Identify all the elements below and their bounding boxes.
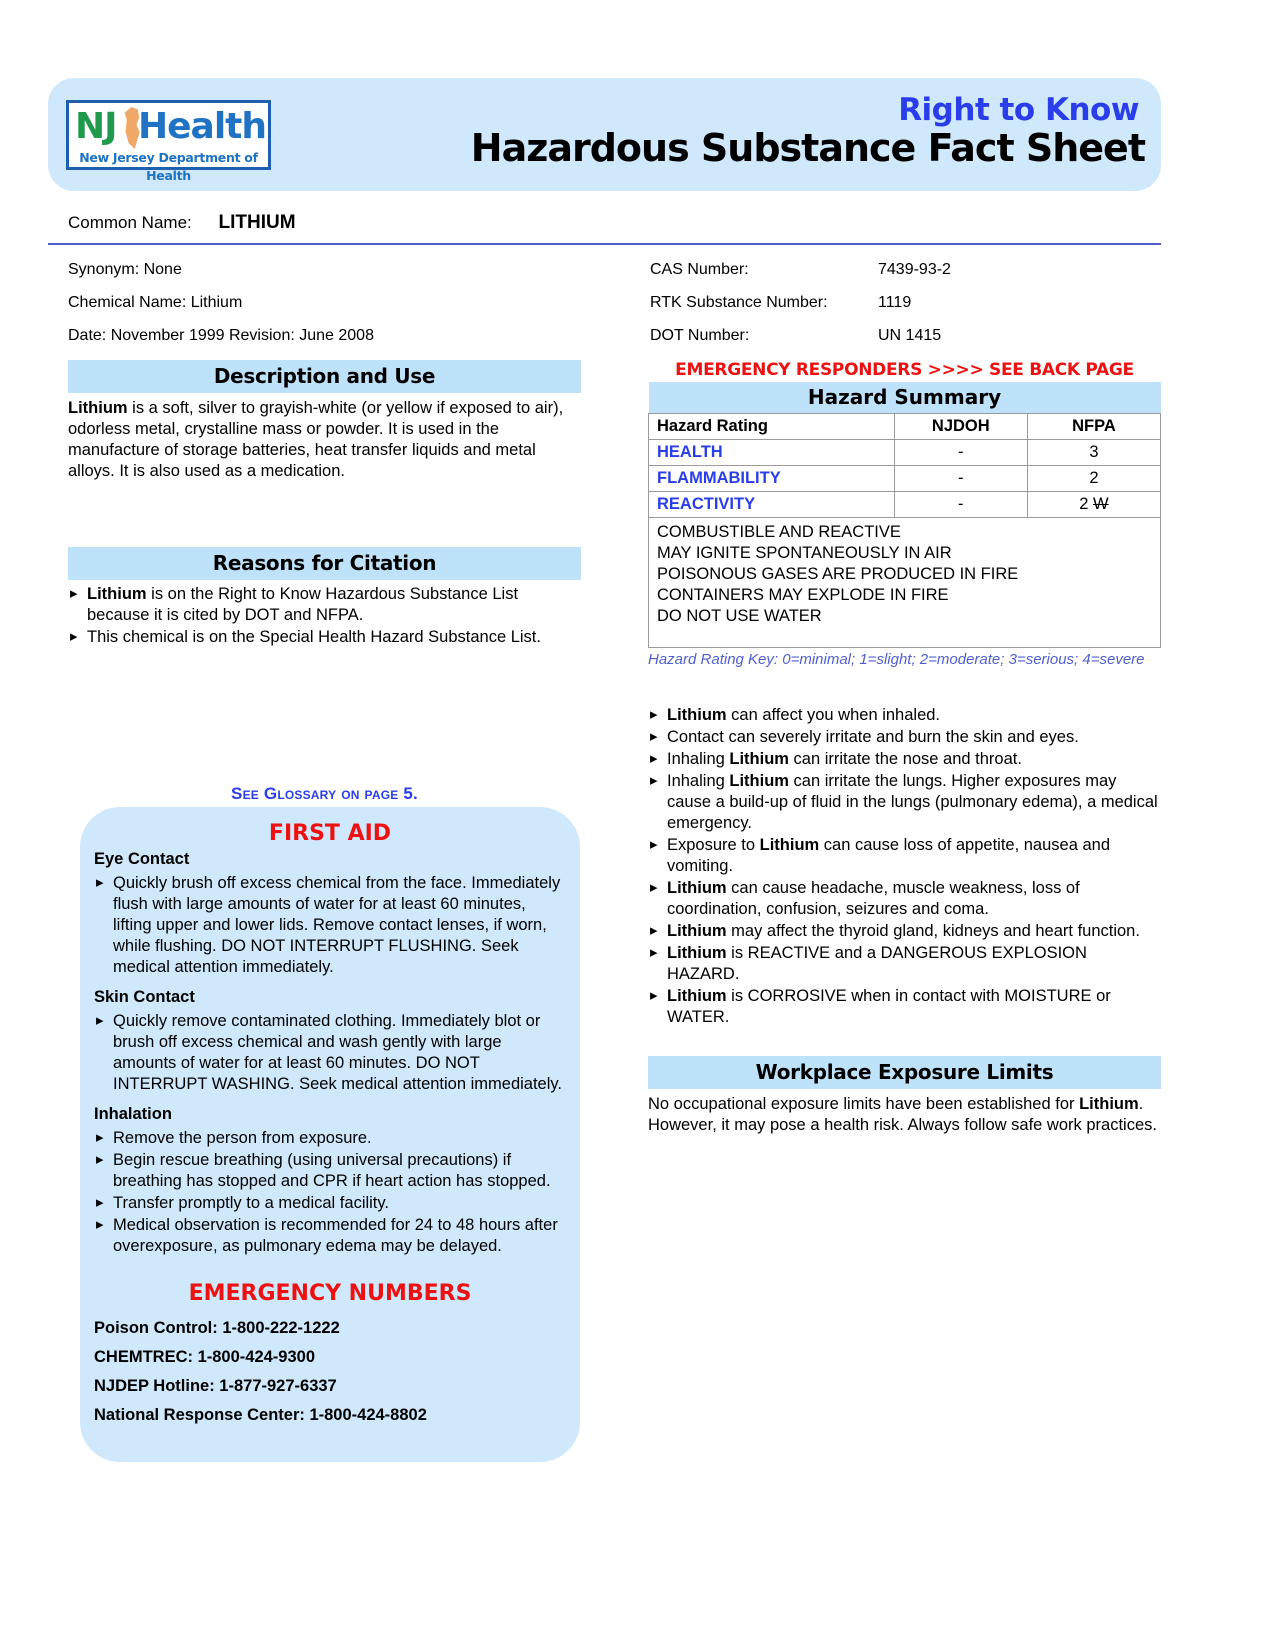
first-aid-panel bbox=[80, 807, 580, 1462]
workplace-exposure-limits-text bbox=[648, 1094, 1161, 1136]
hazard-reactivity-njdoh: - bbox=[894, 492, 1027, 518]
common-name-row bbox=[68, 212, 1158, 234]
reason-bold: Lithium bbox=[87, 585, 147, 603]
first-aid-group-label: Eye Contact bbox=[94, 850, 190, 868]
list-item: ▸ Transfer promptly to a medical facility. bbox=[94, 1193, 566, 1214]
list-item bbox=[648, 771, 1161, 834]
list-item: ▸ Quickly brush off excess chemical from the face. Immediately flush with large amounts of water for at least 60 minutes, lifting upper and lower lids. Remove contact lenses, if worn, while flushing. DO NOT INTERRUPT FLUSHING. Seek medical attention immediately. bbox=[94, 873, 566, 978]
effect-bold: Lithium bbox=[729, 772, 789, 790]
effect-text: can cause loss of appetite, nausea and vomiting. bbox=[667, 836, 1111, 875]
reasons-heading: Reasons for Citation bbox=[68, 547, 581, 580]
rtk-number-label: RTK Substance Number: bbox=[650, 294, 828, 311]
description-lead-bold: Lithium bbox=[68, 399, 128, 417]
reason-text: This chemical is on the Special Health Hazard Substance List. bbox=[87, 628, 541, 646]
hazard-health-nfpa: 3 bbox=[1027, 440, 1160, 466]
list-item bbox=[68, 627, 581, 648]
table-row bbox=[649, 382, 1161, 414]
identity-left-block bbox=[68, 253, 608, 352]
effect-text: can irritate the nose and throat. bbox=[788, 750, 1022, 768]
first-aid-eye-contact-list bbox=[94, 873, 566, 978]
hazard-summary-table bbox=[648, 382, 1161, 648]
header-divider bbox=[48, 243, 1161, 245]
list-item bbox=[648, 749, 1161, 770]
first-aid-group-label: Inhalation bbox=[94, 1105, 172, 1123]
dot-number-row bbox=[650, 319, 1160, 352]
hazard-warnings-cell bbox=[649, 518, 1161, 648]
list-item bbox=[648, 986, 1161, 1028]
list-item: ▸ Medical observation is recommended for 24 to 48 hours after overexposure, as pulmonary edema may be delayed. bbox=[94, 1215, 566, 1257]
health-effects-list bbox=[648, 705, 1161, 1028]
cas-number-value: 7439-93-2 bbox=[878, 261, 951, 278]
effect-bold: Lithium bbox=[667, 706, 727, 724]
workplace-text-before: No occupational exposure limits have been established for bbox=[648, 1095, 1080, 1113]
list-item bbox=[648, 835, 1161, 877]
effect-bold: Lithium bbox=[759, 836, 820, 854]
first-aid-inhalation-list bbox=[94, 1128, 566, 1257]
effect-text: Exposure to bbox=[667, 836, 760, 854]
emergency-number-poison-control: Poison Control: 1-800-222-1222 bbox=[94, 1319, 340, 1337]
effect-text: Contact can severely irritate and burn the skin and eyes. bbox=[667, 728, 1079, 746]
page-title: Hazardous Substance Fact Sheet bbox=[470, 126, 1145, 170]
list-item: ▸ Quickly remove contaminated clothing. Immediately blot or brush off excess chemical and wash gently with large amounts of water for at least 60 minutes. DO NOT INTERRUPT WASHING. Seek medical attention immediately. bbox=[94, 1011, 566, 1095]
emergency-number-chemtrec: CHEMTREC: 1-800-424-9300 bbox=[94, 1348, 316, 1366]
water-reactive-symbol-icon: W bbox=[1093, 495, 1109, 513]
workplace-exposure-limits-heading: Workplace Exposure Limits bbox=[648, 1056, 1161, 1089]
list-item bbox=[648, 943, 1161, 985]
effect-text: is CORROSIVE when in contact with MOISTURE or WATER. bbox=[667, 987, 1111, 1026]
hazard-reactivity-nfpa-value: 2 bbox=[1079, 495, 1089, 513]
table-row bbox=[649, 414, 1161, 440]
hazard-warning-line: COMBUSTIBLE AND REACTIVE bbox=[657, 523, 901, 541]
first-aid-skin-contact-list bbox=[94, 1011, 566, 1095]
cas-number-row bbox=[650, 253, 1160, 286]
workplace-text-after: . However, it may pose a health risk. Always follow safe work practices. bbox=[648, 1095, 1157, 1134]
effect-bold: Lithium bbox=[667, 944, 727, 962]
logo-health-text: Health bbox=[138, 106, 267, 147]
hazard-row-label-health: HEALTH bbox=[649, 440, 895, 466]
effect-text: Inhaling bbox=[667, 750, 730, 768]
rtk-number-row bbox=[650, 286, 1160, 319]
dot-number-value: UN 1415 bbox=[878, 327, 942, 344]
common-name-value: LITHIUM bbox=[218, 212, 296, 233]
emergency-responders-banner: EMERGENCY RESPONDERS >>>> SEE BACK PAGE bbox=[675, 360, 1134, 380]
description-heading: Description and Use bbox=[68, 360, 581, 393]
list-item bbox=[648, 921, 1161, 942]
synonym-line: Synonym: None bbox=[68, 261, 182, 278]
hazard-row-label-reactivity: REACTIVITY bbox=[649, 492, 895, 518]
reason-text: is on the Right to Know Hazardous Substance List because it is cited by DOT and NFPA. bbox=[87, 585, 519, 624]
table-row bbox=[649, 518, 1161, 648]
list-item bbox=[648, 878, 1161, 920]
effect-text: is REACTIVE and a DANGEROUS EXPLOSION HAZARD. bbox=[667, 944, 1087, 983]
workplace-bold: Lithium bbox=[1079, 1095, 1139, 1113]
effect-text: can cause headache, muscle weakness, loss of coordination, confusion, seizures and coma. bbox=[667, 879, 1080, 918]
logo-wordmark bbox=[72, 105, 265, 149]
effect-bold: Lithium bbox=[729, 750, 789, 768]
hazard-rating-key: Hazard Rating Key: 0=minimal; 1=slight; 2=moderate; 3=serious; 4=severe bbox=[648, 651, 1145, 668]
description-body: is a soft, silver to grayish-white (or yellow if exposed to air), odorless metal, crystalline mass or powder. It is used in the manufacture of storage batteries, heat transfer liquids and metal alloys. It is also used as a medication. bbox=[68, 399, 564, 480]
header-banner bbox=[48, 78, 1161, 191]
first-aid-group-label: Skin Contact bbox=[94, 988, 195, 1006]
emergency-numbers-title: EMERGENCY NUMBERS bbox=[188, 1281, 472, 1306]
hazard-warning-line: MAY IGNITE SPONTANEOUSLY IN AIR bbox=[657, 544, 952, 562]
effect-text: may affect the thyroid gland, kidneys and heart function. bbox=[726, 922, 1140, 940]
emergency-number-national-response-center: National Response Center: 1-800-424-8802 bbox=[94, 1406, 427, 1424]
column-header-hazard-rating: Hazard Rating bbox=[649, 414, 895, 440]
effect-bold: Lithium bbox=[667, 922, 727, 940]
hazard-flammability-nfpa: 2 bbox=[1027, 466, 1160, 492]
hazard-summary-title: Hazard Summary bbox=[649, 382, 1161, 414]
effect-bold: Lithium bbox=[667, 987, 727, 1005]
list-item bbox=[648, 727, 1161, 748]
hazard-health-njdoh: - bbox=[894, 440, 1027, 466]
hazard-reactivity-nfpa bbox=[1027, 492, 1160, 518]
emergency-number-njdep: NJDEP Hotline: 1-877-927-6337 bbox=[94, 1377, 337, 1395]
hazard-warning-line: DO NOT USE WATER bbox=[657, 607, 822, 625]
table-row bbox=[649, 466, 1161, 492]
effect-bold: Lithium bbox=[667, 879, 727, 897]
effect-text: can irritate the lungs. Higher exposures may cause a build-up of fluid in the lungs (pulmonary edema), a medical emergency. bbox=[667, 772, 1158, 832]
right-to-know-title: Right to Know bbox=[898, 92, 1139, 128]
right-column bbox=[648, 360, 1161, 1136]
hazard-warning-line: CONTAINERS MAY EXPLODE IN FIRE bbox=[657, 586, 949, 604]
common-name-label: Common Name: bbox=[68, 213, 192, 232]
logo-subtitle: New Jersey Department of Health bbox=[79, 150, 258, 183]
rtk-number-value: 1119 bbox=[878, 294, 912, 311]
left-column bbox=[68, 360, 581, 804]
table-row bbox=[649, 440, 1161, 466]
description-text bbox=[68, 398, 581, 482]
column-header-nfpa: NFPA bbox=[1027, 414, 1160, 440]
table-row bbox=[649, 492, 1161, 518]
list-item: ▸ Begin rescue breathing (using universal precautions) if breathing has stopped and CPR if heart action has stopped. bbox=[94, 1150, 566, 1192]
list-item bbox=[648, 705, 1161, 726]
identity-right-block bbox=[650, 253, 1160, 352]
hazard-row-label-flammability: FLAMMABILITY bbox=[649, 466, 895, 492]
hazard-flammability-njdoh: - bbox=[894, 466, 1027, 492]
chemical-name-line: Chemical Name: Lithium bbox=[68, 294, 243, 311]
reasons-list bbox=[68, 584, 581, 648]
glossary-note[interactable]: See Glossary on page 5. bbox=[231, 784, 418, 803]
column-header-njdoh: NJDOH bbox=[894, 414, 1027, 440]
list-item: ▸ Remove the person from exposure. bbox=[94, 1128, 566, 1149]
effect-text: can affect you when inhaled. bbox=[726, 706, 941, 724]
logo-nj-text: NJ bbox=[75, 106, 117, 147]
hazard-warning-line: POISONOUS GASES ARE PRODUCED IN FIRE bbox=[657, 565, 1019, 583]
nj-health-logo bbox=[66, 100, 271, 183]
effect-text: Inhaling bbox=[667, 772, 730, 790]
list-item bbox=[68, 584, 581, 626]
date-revision-line: Date: November 1999 Revision: June 2008 bbox=[68, 327, 374, 344]
first-aid-title: FIRST AID bbox=[268, 821, 392, 846]
dot-number-label: DOT Number: bbox=[650, 327, 750, 344]
cas-number-label: CAS Number: bbox=[650, 261, 749, 278]
